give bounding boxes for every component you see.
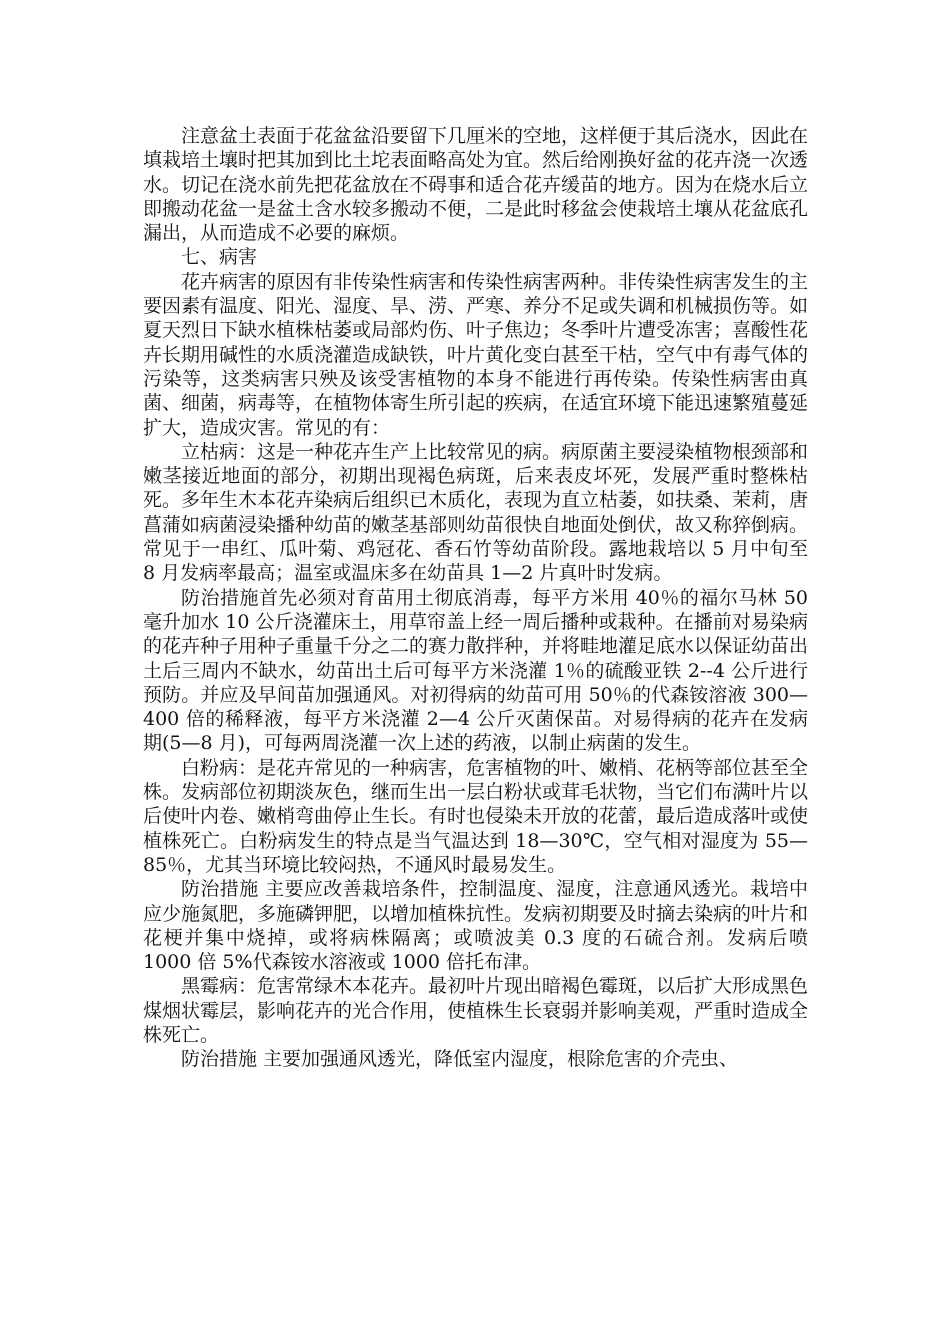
paragraph-sooty-mold-control: 防治措施 主要加强通风透光，降低室内湿度，根除危害的介壳虫、 — [181, 1048, 739, 1071]
section-heading-diseases: 七、病害 — [181, 246, 258, 269]
paragraph-disease-causes: 花卉病害的原因有非传染性病害和传染性病害两种。非传染性病害发生的主要因素有温度、阳光、湿度、旱、涝、严寒、养分不足或失调和机械损伤等。如夏天烈日下缺水植株枯萎或局部灼伤、叶子焦边；冬季叶片遭受冻害；喜酸性花卉长期用碱性的水质浇灌造成缺铁，叶片黄化变白甚至干枯，空气中有毒气体的污染等，这类病害只殃及该受害植物的本身不能进行再传染。传染性病害由真菌、细菌，病毒等，在植物体寄生所引起的疾病，在适宜环境下能迅速繁殖蔓延扩大，造成灾害。常见的有： — [143, 270, 809, 439]
document-body — [143, 124, 808, 1072]
paragraph-sooty-mold: 黑霉病：危害常绿木本花卉。最初叶片现出暗褐色霉斑，以后扩大形成黑色煤烟状霉层，影响花卉的光合作用，使植株生长衰弱并影响美观，严重时造成全株死亡。 — [143, 975, 809, 1046]
paragraph-repotting-watering: 注意盆土表面于花盆盆沿要留下几厘米的空地，这样便于其后浇水，因此在填栽培土壤时把其加到比土坨表面略高处为宜。然后给刚换好盆的花卉浇一次透水。切记在浇水前先把花盆放在不碍事和适合花卉缓苗的地方。因为在烧水后立即搬动花盆一是盆土含水较多搬动不便，二是此时移盆会使栽培土壤从花盆底孔漏出，从而造成不必要的麻烦。 — [143, 125, 809, 245]
paragraph-damping-off-control: 防治措施首先必须对育苗用土彻底消毒，每平方米用 40％的福尔马林 50 毫升加水 10 公斤浇灌床土，用草帘盖上经一周后播种或栽种。在播前对易染病的花卉种子用种子重量千分之二的赛力散拌种，并将畦地灌足底水以保证幼苗出土后三周内不缺水，幼苗出土后可每平方米浇灌 1％的硫酸亚铁 2--4 公斤进行预防。并应及早间苗加强通风。对初得病的幼苗可用 50％的代森铵溶液 300—400 倍的稀释液，每平方米浇灌 2—4 公斤灭菌保苗。对易得病的花卉在发病期(5—8 月)，可每两周浇灌一次上述的药液，以制止病菌的发生。 — [143, 586, 809, 755]
paragraph-powdery-mildew-control: 防治措施 主要应改善栽培条件，控制温度、湿度，注意通风透光。栽培中应少施氮肥，多施磷钾肥，以增加植株抗性。发病初期要及时摘去染病的叶片和花梗并集中烧掉，或将病株隔离；或喷波美 0.3 度的石硫合剂。发病后喷 1000 倍 5%代森铵水溶液或 1000 倍托布津。 — [143, 878, 809, 974]
paragraph-damping-off: 立枯病：这是一种花卉生产上比较常见的病。病原菌主要浸染植物根颈部和嫩茎接近地面的部分，初期出现褐色病斑，后来表皮坏死，发展严重时整株枯死。多年生木本花卉染病后组织已木质化，表现为直立枯萎，如扶桑、茉莉，唐菖蒲如病菌浸染播种幼苗的嫩茎基部则幼苗很快自地面处倒伏，故又称猝倒病。常见于一串红、瓜叶菊、鸡冠花、香石竹等幼苗阶段。露地栽培以 5 月中旬至 8 月发病率最高；温室或温床多在幼苗具 1—2 片真叶时发病。 — [143, 440, 809, 585]
paragraph-powdery-mildew: 白粉病：是花卉常见的一种病害，危害植物的叶、嫩梢、花柄等部位甚至全株。发病部位初期淡灰色，继而生出一层白粉状或茸毛状物，当它们布满叶片以后使叶内卷、嫩梢弯曲停止生长。有时也侵染未开放的花蕾，最后造成落叶或使植株死亡。白粉病发生的特点是当气温达到 18—30℃，空气相对湿度为 55—85％，尤其当环境比较闷热，不通风时最易发生。 — [143, 756, 809, 876]
